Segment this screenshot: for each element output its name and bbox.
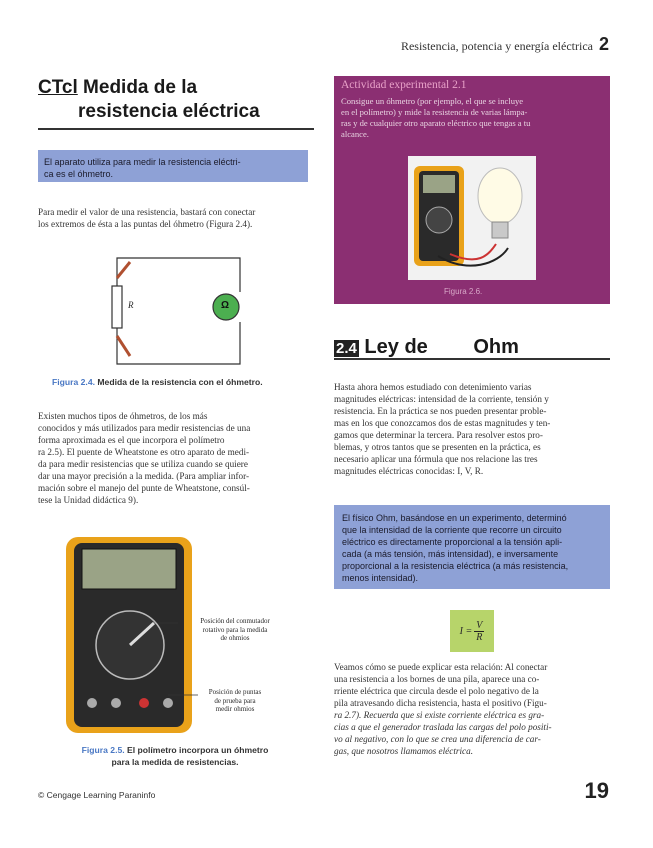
activity-figure-caption: Figura 2.6. [444, 287, 483, 296]
text-line: Veamos cómo se puede explicar esta relación: Al conectar [334, 662, 548, 672]
text-line: gamos que determinar la tercera. Para resolver estos pro- [334, 430, 543, 440]
text-line: tese la Unidad didáctica 9). [38, 495, 139, 505]
activity-title: Actividad experimental 2.1 [341, 79, 467, 91]
test-jack [163, 698, 173, 708]
formula-numerator: V [476, 619, 483, 631]
text-line: gas, que nosotros llamamos eléctrica. [334, 746, 473, 756]
bulb-base [492, 222, 508, 238]
caption-text: El polímetro incorpora un óhmetro [127, 745, 269, 755]
note-line-2: ca es el óhmetro. [44, 169, 114, 179]
formula-fraction [474, 620, 484, 643]
activity-text [341, 96, 605, 140]
section-marker: CTcl [38, 77, 78, 98]
text-line: El físico Ohm, basándose en un experimento, determinó [342, 513, 567, 523]
section-number: 2.4 [336, 340, 357, 357]
text-line: blemas, y otros tantos que se presenten en la práctica, es [334, 442, 541, 452]
caption-text: Medida de la resistencia con el óhmetro. [97, 377, 263, 387]
rotary-selector [426, 207, 452, 233]
text-line: Consigue un óhmetro (por ejemplo, el que se incluye [341, 96, 524, 106]
text-line: necesario aplicar una fórmula que nos relacione las tres [334, 454, 538, 464]
caption-number: Figura 2.5. [81, 745, 125, 755]
note-box [38, 150, 308, 182]
section-title-part1: Ley de [364, 336, 428, 358]
running-header [401, 34, 609, 55]
test-jack [87, 698, 97, 708]
ohm-symbol: Ω [221, 300, 230, 311]
paragraph-magnitudes [334, 381, 610, 477]
paragraph-intro [38, 206, 314, 230]
publisher-footer: © Cengage Learning Paraninfo [38, 790, 156, 800]
probe-lead-bottom [117, 336, 130, 356]
section-title-line1: Medida de la [83, 77, 198, 98]
section-title-part2: Ohm [473, 336, 519, 358]
chapter-number: 2 [598, 34, 609, 54]
callout-line: de ohmios [220, 634, 250, 642]
callout-line: Posición del conmutador [200, 617, 270, 625]
figure-2-5-caption [60, 744, 290, 768]
multimeter-display [82, 549, 176, 589]
text-line: mación sobre el manejo del punte de Wheatstone, consúl- [38, 483, 250, 493]
paragraph-explanation [334, 661, 610, 757]
section-title [38, 76, 260, 124]
callout-selector [180, 617, 290, 643]
text-line: alcance. [341, 129, 369, 139]
test-jack [139, 698, 149, 708]
callout-line: medir ohmios [215, 705, 255, 713]
ohm-law-box [334, 505, 610, 589]
text-line: eléctrico es directamente proporcional a la tensión apli- [342, 537, 563, 547]
text-line: forma aproximada es el que incorpora el polímetro [38, 435, 225, 445]
callout-line: Posición de puntas [208, 688, 262, 696]
text-line: una resistencia a los bornes de una pila, aparece una co- [334, 674, 540, 684]
text-line: proporcional a la resistencia eléctrica (a más resistencia, [342, 561, 569, 571]
text-line: magnitudes eléctricas conocidas: I, V, R. [334, 466, 484, 476]
ohm-formula [450, 610, 494, 652]
section-2-4-rule [334, 358, 610, 360]
multimeter-display [423, 175, 455, 193]
resistor-symbol [112, 286, 122, 328]
text-line: cada (a más tensión, más intensidad), e inversamente [342, 549, 559, 559]
test-jack [111, 698, 121, 708]
callout-line: de prueba para [214, 696, 256, 705]
text-line: menos intensidad). [342, 573, 419, 583]
text-line: Hasta ahora hemos estudiado con detenimiento varias [334, 382, 532, 392]
page-number: 19 [584, 778, 609, 803]
formula-denominator: R [476, 631, 483, 643]
figure-2-4-caption [52, 377, 263, 387]
section-title-line2: resistencia eléctrica [78, 101, 260, 122]
light-bulb-icon [478, 168, 522, 224]
formula-lhs: I = [459, 625, 473, 637]
probe-lead-top [117, 262, 130, 278]
text-line: ra 2.7). Recuerda que si existe corriente eléctrica es gra- [334, 710, 545, 720]
section-rule [38, 128, 314, 130]
resistor-label: R [128, 300, 134, 310]
figure-2-6-photo [408, 156, 536, 280]
caption-text: para la medida de resistencias. [111, 757, 239, 767]
running-title: Resistencia, potencia y energía eléctrica [400, 39, 593, 53]
text-line: que la intensidad de la corriente que recorre un circuito [342, 525, 562, 535]
text-line: dar una mayor precisión a la medida. (Para ampliar infor- [38, 471, 250, 481]
text-line: Para medir el valor de una resistencia, bastará con conectar [38, 207, 256, 217]
text-line: rriente eléctrica que circula desde el polo negativo de la [334, 686, 539, 696]
note-line-1: El aparato utiliza para medir la resistencia eléctri- [44, 157, 241, 167]
callout-line: rotativo para la medida [202, 625, 268, 634]
caption-number: Figura 2.4. [52, 377, 95, 387]
callout-probes [190, 688, 280, 714]
figure-2-4-circuit [100, 244, 260, 380]
text-line: da para medir resistencias que se utiliza cuando se quiere [38, 459, 248, 469]
text-line: vo al negativo, con lo que se crea una diferencia de car- [334, 734, 541, 744]
text-line: pila atravesando dicha resistencia, hasta el positivo (Figu- [334, 698, 547, 708]
text-line: en el polímetro) y mide la resistencia de varias lámpa- [341, 107, 528, 117]
text-line: magnitudes eléctricas: intensidad de la corriente, tensión y [334, 394, 549, 404]
text-line: ras y de cualquier otro aparato eléctrico que tengas a tu [341, 118, 531, 128]
text-line: los extremos de ésta a las puntas del óhmetro (Figura 2.4). [38, 219, 253, 229]
text-line: mas en los que conozcamos dos de estas magnitudes y ten- [334, 418, 551, 428]
text-line: resistencia. En la práctica se nos pueden presentar proble- [334, 406, 547, 416]
section-2-4-title [334, 336, 519, 359]
text-line: cias a que el generador traslada las cargas del polo positi- [334, 722, 552, 732]
paragraph-ohmmeters [38, 410, 314, 506]
text-line: Existen muchos tipos de óhmetros, de los más [38, 411, 208, 421]
text-line: ra 2.5). El puente de Wheatstone es otro aparato de medi- [38, 447, 250, 457]
text-line: conocidos y más utilizados para medir resistencias de una [38, 423, 251, 433]
